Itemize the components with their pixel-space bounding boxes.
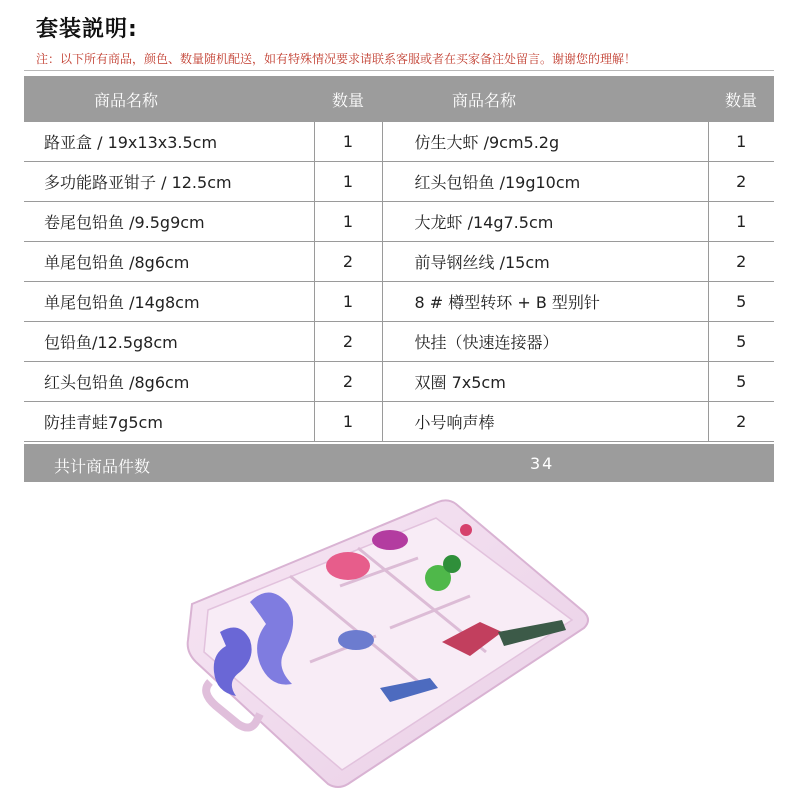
table-row: [24, 362, 774, 402]
table-row: [24, 402, 774, 442]
item-qty: 5: [708, 362, 774, 402]
item-name: 快挂（快速连接器）: [382, 322, 708, 362]
item-name: 单尾包铅鱼 /8g6cm: [24, 242, 314, 282]
header-name-left: 商品名称: [24, 76, 314, 122]
item-qty: 5: [708, 322, 774, 362]
item-qty: 2: [708, 242, 774, 282]
header-qty-left: 数量: [314, 76, 382, 122]
page-title: 套装説明:: [36, 17, 138, 42]
total-bar: [24, 444, 774, 482]
item-name: 路亚盒 / 19x13x3.5cm: [24, 122, 314, 162]
table-row: [24, 242, 774, 282]
item-qty: 2: [314, 242, 382, 282]
contents-table: [24, 76, 774, 442]
table-row: [24, 122, 774, 162]
item-name: 卷尾包铅鱼 /9.5g9cm: [24, 202, 314, 242]
item-name: 8 # 樽型转环 + B 型别针: [382, 282, 708, 322]
table-row: [24, 202, 774, 242]
item-qty: 2: [708, 402, 774, 442]
item-qty: 2: [314, 322, 382, 362]
item-name: 红头包铅鱼 /8g6cm: [24, 362, 314, 402]
table-row: [24, 162, 774, 202]
item-name: 防挂青蛙7g5cm: [24, 402, 314, 442]
item-qty: 1: [314, 162, 382, 202]
notice-text: 注：以下所有商品，颜色、数量随机配送，如有特殊情况要求请联系客服或者在买家备注处留言。谢谢您的理解！: [36, 52, 637, 66]
tackle-box-photo: [180, 492, 600, 792]
item-name: 红头包铅鱼 /19g10cm: [382, 162, 708, 202]
item-qty: 1: [314, 122, 382, 162]
item-name: 单尾包铅鱼 /14g8cm: [24, 282, 314, 322]
item-name: 小号响声棒: [382, 402, 708, 442]
header-qty-right: 数量: [708, 76, 774, 122]
item-qty: 1: [708, 122, 774, 162]
item-qty: 5: [708, 282, 774, 322]
item-name: 包铅鱼/12.5g8cm: [24, 322, 314, 362]
item-name: 仿生大虾 /9cm5.2g: [382, 122, 708, 162]
item-qty: 1: [314, 282, 382, 322]
item-name: 多功能路亚钳子 / 12.5cm: [24, 162, 314, 202]
item-name: 双圈 7x5cm: [382, 362, 708, 402]
divider: [24, 70, 774, 71]
item-qty: 2: [708, 162, 774, 202]
total-label: 共计商品件数: [54, 457, 151, 476]
total-value: 34: [530, 454, 555, 473]
item-qty: 1: [314, 202, 382, 242]
table-row: [24, 322, 774, 362]
table-header-row: [24, 76, 774, 122]
item-qty: 1: [708, 202, 774, 242]
header-name-right: 商品名称: [382, 76, 708, 122]
table-row: [24, 282, 774, 322]
item-qty: 1: [314, 402, 382, 442]
item-qty: 2: [314, 362, 382, 402]
item-name: 大龙虾 /14g7.5cm: [382, 202, 708, 242]
item-name: 前导钢丝线 /15cm: [382, 242, 708, 282]
